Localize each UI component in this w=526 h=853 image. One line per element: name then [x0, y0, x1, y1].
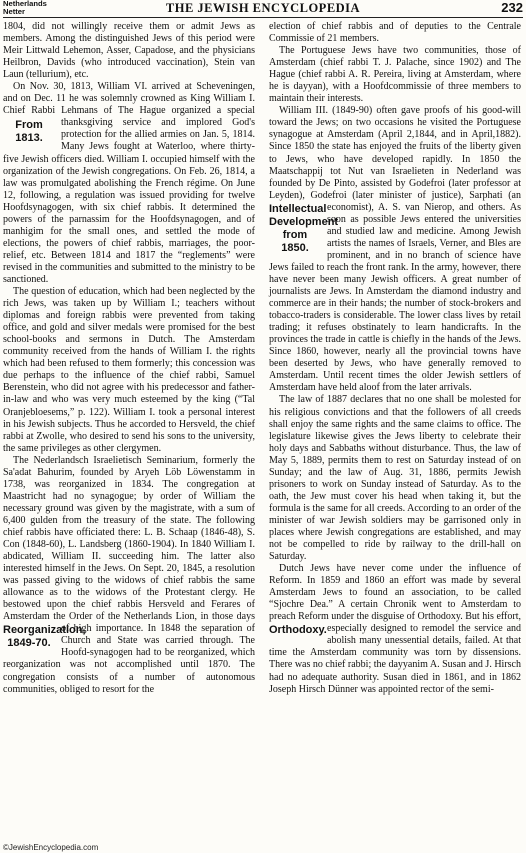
paragraph: [269, 563, 521, 696]
paragraph: The law of 1887 declares that no one shall be molested for his religious convictions and that the followers of all creeds shall enjoy the same rights and the same claims to office. The legislature likewise gives the Jews liberty to celebrate their holy days and Sabbaths without disturbance. Thus, the law of May 5, 1889, permits them to rest on Saturday instead of on Sunday; and the law of Aug. 31, 1886, permits Jewish prisoners to work on Sunday instead of Saturday. As to the oath, the Jew must cover his head when taking it, but the formula is the same for all creeds. According to an order of the minister of war Jewish soldiers may be garrisoned only in places where Jewish congregations are established, and may not be compelled to ride by railway to the drill-hall on Saturday.: [269, 394, 521, 563]
right-column: [269, 21, 521, 696]
paragraph: [3, 455, 255, 696]
page-header: [3, 0, 523, 18]
paragraph-text: The Nederlandsch Israelietisch Seminarium, formerly the Sa'adat Bahurim, founded by Aryeh Löb Löwenstamm in 1738, was reorganized in 1834. The congregation at Maastricht had no synagogue; by order of William the necessary ground was given by the magistrate, with a sum of 6,400 gulden from the treasury of the state. The following chief rabbis have officiated there: L. B. Schaap (1846-48), S. Con (1848-60), L. Landsberg (1860-1904). In 1840 William I. abdicated, William II. succeeding him. The latter also interested himself in the Jews. On Sept. 20, 1845, a resolution was passed giving to the widows of chief rabbis the same allowance as to the widows of the Protestant clergy. He bestowed upon the chief rabbis Hersveld and Ferares of Amsterdam the Order of the Netherlands Lion, in those: [3, 454, 255, 623]
section-label-line1: Netherlands: [3, 0, 47, 8]
paragraph-text: Dutch Jews have never come under the influence of Reform. In 1859 and 1860 an effort was made by several Amsterdam Jews to found an association, to be called “Sjochre Dea.” A certain Chronik went to Amsterdam to preach Reform under the disguise of Orthodoxy. But his effort, especially designed to: [269, 563, 521, 635]
paragraph: The question of education, which had been neglected by the rich Jews, was taken up by William I.; teachers without diplomas and foreign rabbis were prevented from taking office, and gold and silver medals were promised for the best school-books and sermons in Dutch. The Amsterdam community received from the hands of William I. the rights which had been refused to them formerly; this concession was due perhaps to the influence of the chief rabbi, Samuel Berenstein, who did not agree with his predecessor and father-in-law and who was very much esteemed by the king (“Tal Oranjebloesems,” p. 122). William I. took a personal interest in his Jewish subjects. Thus he accorded to Hersveld, the chief rabbi at Zwolle, who desired to send his sons to the university, the same privileges as other clergymen.: [3, 286, 255, 454]
paragraph: election of chief rabbis and of deputies to the Centrale Commissie of 21 members.: [269, 21, 521, 45]
sidenote-orthodoxy: Orthodoxy.: [269, 624, 327, 637]
paragraph-text: As soon as possible Jews entered the universities and studied law and medicine. Among Jewish artists the names of Israels, Verner, and Bles are prominent, and in no branch of science have Jews failed to reach the front rank. In the army, however, there have never been many Jewish officers. A great number of journalists are Jews. In Amsterdam the diamond industry and commerce are in their hands; the number of stock-brokers and tobacco-traders is considerable. The lower class lives by retail trading; it refuses obstinately to learn handicrafts. In the provinces the trade in cattle is chiefly in the hands of the Jews. Since 1860, however, nearly all the provincial towns have been deserted by Jews, who have generally removed to Amsterdam. Until recent times the older Jewish settlers of Amsterdam have held aloof from the later arrivals.: [269, 201, 522, 394]
footer-credit: ©JewishEncyclopedia.com: [3, 843, 99, 852]
paragraph-text: implored God's protection for the allied armies on Jan. 5, 1814. Many Jews fought at Waterloo, where thirty-five Jewish officers died. William I. occupied himself with the organization of the Jewish congregations. On Feb. 26, 1814, a law was promulgated abolishing the French régime. On June 12, following, a regulation was issued providing for twelve Hoofdsynagogen, with six chief rabbis. It determined the powers of the parnassim for the Hoofdsynagogen, and of manhigim for the small ones, and settled the mode of elections, the powers of chief rabbis, marriages, the poor-relief, etc. Between 1814 and 1817 the “reglements” were revised in the communities and submitted to the ministry to be sanctioned.: [3, 117, 255, 285]
page-number: 232: [501, 0, 523, 15]
paragraph: [269, 105, 521, 394]
paragraph-text: days of high importance. In 1848 the separation of Church and State was carried through. The Hoofd-synagogen had to be reorganized, which reorganization was not accomplished until 1870. The congregation consists of a number of autonomous communities, obliged to resort for the: [3, 611, 256, 695]
paragraph: 1804, did not willingly receive them or admit Jews as members. Among the distinguished Jews of this period were Meir Littwald Lehemon, Asser, Capadose, and the physicians Heilbron, Davids (who introduced vaccination), Stein van Laun (tellurium), etc.: [3, 21, 255, 81]
section-label-line2: Netter: [3, 7, 25, 16]
paragraph-text: William III. (1849-90) often gave proofs of his good-will toward the Jews; on two occasions he visited the Portuguese synagogue at Amsterdam (April 2,1844, and in April,1882). Since 1850 the state has enjoyed the fruits of the liberty given to Jews, who have developed rapidly. In 1850 the Maatschappij tot Nut van Israelieten in Nederland was founded by De Pinto, assisted by Godefroi (later professor at Leyden), Godefroi (later minister of justice), Sarphati (an economist), A. S. van Nierop, and others.: [269, 105, 521, 213]
paragraph-text: remodel the service and abolish many unessential details, failed. At that time the Amsterdam community was torn by dissensions. There was no chief rabbi; the dayyanim A. Susan and J. Hirsch had no adequate authority. Susan died in 1861, and in 1862 Joseph Hirsch Dünner was appointed rector of the semi-: [269, 623, 522, 695]
sidenote-reorganization: Reorganization, 1849-70.: [3, 624, 86, 650]
paragraph-text: On Nov. 30, 1813, William VI. arrived at Scheveningen, and on Dec. 11 he was solemnly crowned as King William I. Chief Rabbi Lehmans of The Hague organized a special thanksgiving service and: [3, 81, 255, 129]
running-title: THE JEWISH ENCYCLOPEDIA: [165, 1, 361, 15]
left-column: [3, 21, 255, 696]
sidenote-intellectual-development: Intellectual Development from 1850.: [269, 202, 339, 254]
paragraph: [3, 81, 255, 286]
paragraph: The Portuguese Jews have two communities, those of Amsterdam (chief rabbi T. J. Palache, since 1902) and The Hague (chief rabbi A. R. Pereira, living at Amsterdam, where he is dayyan), with a Hoofdcommissie of three members to maintain their interests.: [269, 45, 521, 105]
sidenote-from-1813: From 1813.: [15, 119, 43, 145]
